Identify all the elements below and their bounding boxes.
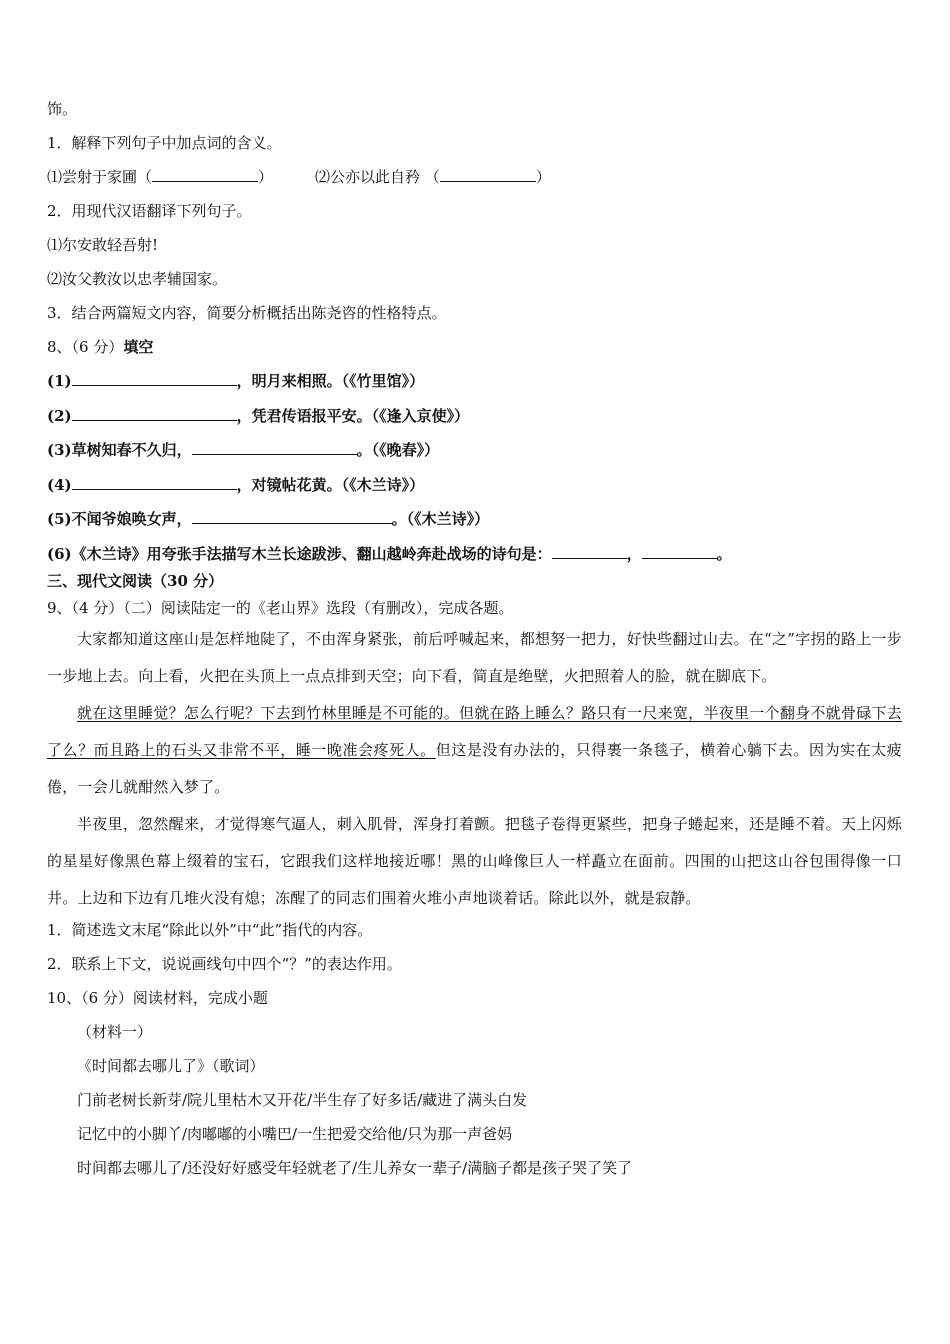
answer-blank[interactable] bbox=[192, 439, 357, 455]
lyric-line: 时间都去哪儿了/还没好好感受年轻就老了/生儿养女一辈子/满脑子都是孩子哭了笑了 bbox=[77, 1158, 633, 1177]
question-9: 9、（4 分）（二）阅读陆定一的《老山界》选段（有删改），完成各题。 bbox=[47, 598, 514, 617]
fill-text: (5)不闻爷娘唤女声， bbox=[47, 510, 192, 528]
answer-blank[interactable] bbox=[642, 543, 717, 559]
document-page bbox=[47, 98, 902, 1191]
question-7-2-b: ⑵汝父教汝以忠孝辅国家。 bbox=[47, 270, 228, 288]
item-b-text: ⑵公亦以此自矜 （ bbox=[315, 168, 440, 186]
question-9-2: 2．联系上下文，说说画线句中四个“？”的表达作用。 bbox=[47, 954, 402, 973]
fill-text: 。（《晚春》） bbox=[356, 441, 440, 459]
fill-text: 。（《木兰诗》） bbox=[391, 510, 490, 528]
lyric-line: 门前老树长新芽/院儿里枯木又开花/半生存了好多话/藏进了满头白发 bbox=[77, 1090, 528, 1109]
fill-item-4 bbox=[47, 474, 902, 496]
question-7-2: 2．用现代汉语翻译下列句子。 bbox=[47, 202, 252, 220]
fill-text: (6)《木兰诗》用夸张手法描写木兰长途跋涉、翻山越岭奔赴战场的诗句是： bbox=[47, 544, 552, 563]
fill-item-1 bbox=[47, 370, 902, 392]
question-8-number: 8、（6 分） bbox=[47, 338, 124, 356]
text-line: 饰。 bbox=[47, 100, 78, 118]
question-10: 10、（6 分）阅读材料，完成小题 bbox=[47, 988, 268, 1007]
paragraph-text: 但这是没有办法的，只得裹一条毯子，横着心躺下去。因为实在太疲倦，一会儿就酣然入梦了。 bbox=[47, 740, 902, 796]
fill-text: ， bbox=[626, 544, 642, 563]
fill-item-3 bbox=[47, 439, 902, 461]
answer-blank[interactable] bbox=[72, 405, 237, 421]
passage-paragraph-3: 半夜里，忽然醒来，才觉得寒气逼人，刺入肌骨，浑身打着颤。把毯子卷得更紧些，把身子蜷起来，还是睡不着。天上闪烁的星星好像黑色幕上缀着的宝石，它跟我们这样地接近哪！黑的山峰像巨人一样矗立在面前。四围的山把这山谷包围得像一口井。上边和下边有几堆火没有熄；冻醒了的同志们围着火堆小声地谈着话。除此以外，就是寂静。 bbox=[47, 814, 902, 907]
fill-text: 。 bbox=[716, 544, 732, 563]
question-7-1-items bbox=[47, 166, 902, 188]
fill-text: ，凭君传语报平安。（《逢入京使》） bbox=[236, 406, 470, 425]
item-b-close: ） bbox=[535, 168, 551, 186]
question-7-1: 1．解释下列句子中加点词的含义。 bbox=[47, 134, 282, 152]
fill-label: (1) bbox=[47, 372, 72, 390]
underlined-sentences: 就在这里睡觉？怎么行呢？下去到竹林里睡是不可能的。但就在路上睡么？路只有一尺来宽，半夜里一个翻身不就骨碌下去了么？而且路上的石头又非常不平，睡一晚准会疼死人。 bbox=[47, 703, 902, 759]
passage-paragraph-2 bbox=[47, 695, 902, 806]
fill-item-2 bbox=[47, 405, 902, 427]
fill-text: ，对镜帖花黄。（《木兰诗》） bbox=[236, 475, 425, 494]
fill-text: ，明月来相照。（《竹里馆》） bbox=[236, 372, 425, 390]
answer-blank[interactable] bbox=[152, 166, 258, 182]
fill-item-6 bbox=[47, 543, 902, 565]
item-a-close: ） bbox=[258, 168, 274, 186]
answer-blank[interactable] bbox=[72, 474, 237, 490]
answer-blank[interactable] bbox=[440, 166, 536, 182]
question-7-3: 3．结合两篇短文内容，简要分析概括出陈尧咨的性格特点。 bbox=[47, 304, 447, 322]
question-9-1: 1．简述选文末尾“除此以外”中“此”指代的内容。 bbox=[47, 920, 373, 939]
item-a-text: ⑴尝射于家圃（ bbox=[47, 168, 153, 186]
fill-label: (4) bbox=[47, 475, 72, 494]
question-8-heading bbox=[47, 336, 902, 358]
fill-text: (3)草树知春不久归， bbox=[47, 441, 192, 459]
question-7-2-a: ⑴尔安敢轻吾射! bbox=[47, 236, 159, 254]
passage-paragraph-1: 大家都知道这座山是怎样地陡了，不由浑身紧张，前后呼喊起来，都想努一把力，好快些翻过山去。在“之”字拐的路上一步一步地上去。向上看，火把在头顶上一点点排到天空；向下看，简直是绝壁，火把照着人的脸，就在脚底下。 bbox=[47, 629, 902, 685]
answer-blank[interactable] bbox=[72, 370, 237, 386]
fill-item-5 bbox=[47, 508, 902, 530]
section-3-heading: 三、现代文阅读（30 分） bbox=[47, 571, 224, 590]
answer-blank[interactable] bbox=[192, 508, 392, 524]
question-8-title: 填空 bbox=[123, 338, 154, 356]
lyric-line: 记忆中的小脚丫/肉嘟嘟的小嘴巴/一生把爱交给他/只为那一声爸妈 bbox=[77, 1124, 513, 1143]
fill-label: (2) bbox=[47, 406, 72, 425]
answer-blank[interactable] bbox=[552, 543, 627, 559]
song-title: 《时间都去哪儿了》（歌词） bbox=[77, 1056, 265, 1075]
material-1-label: （材料一） bbox=[77, 1022, 153, 1041]
